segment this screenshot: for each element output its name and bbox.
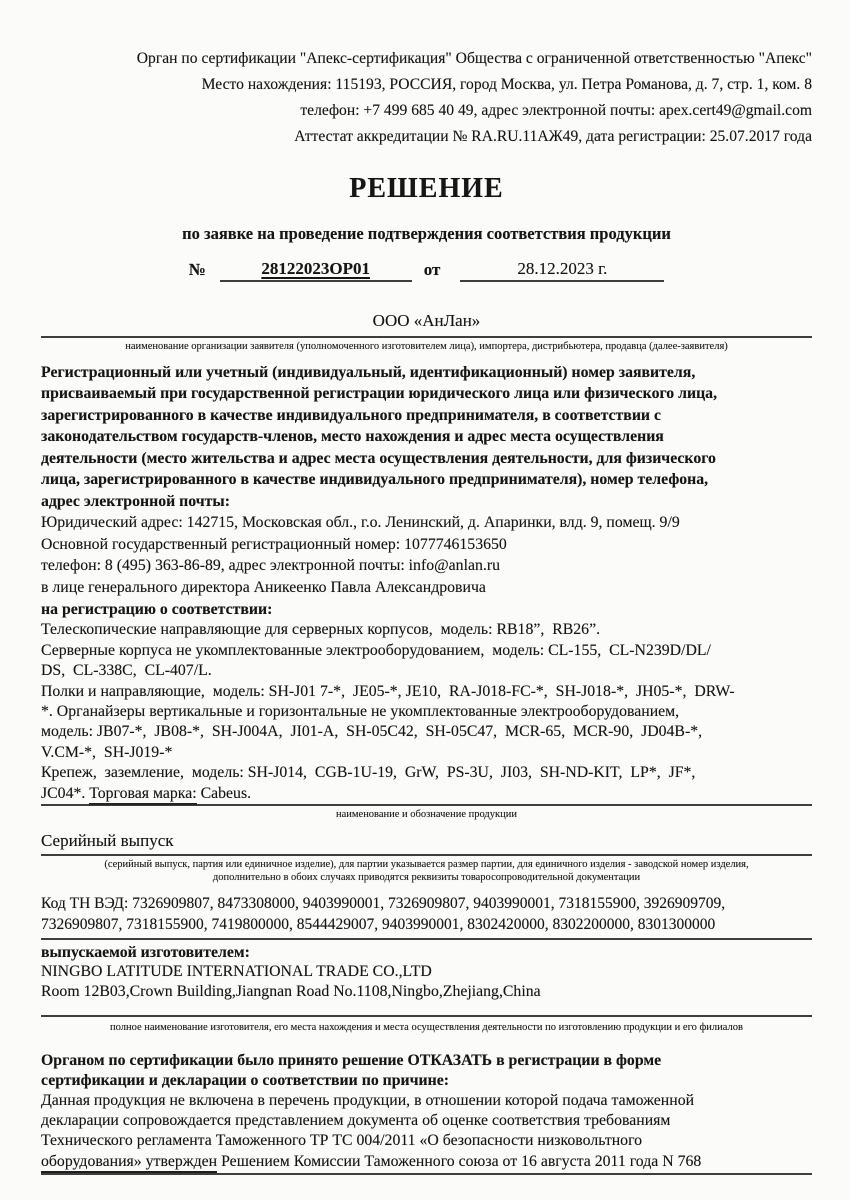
- text-line: декларации сопровождается представлением документа об оценке соответствия требованиям: [41, 1112, 671, 1130]
- text-line: Аттестат аккредитации № RA.RU.11АЖ49, дата регистрации: 25.07.2017 года: [294, 128, 812, 145]
- tnved-codes-section: [41, 893, 812, 940]
- text-line: NINGBO LATITUDE INTERNATIONAL TRADE CO.,LTD: [41, 963, 432, 981]
- product-caption: наименование и обозначение продукции: [335, 809, 517, 821]
- text-line: лица, зарегистрированного в качестве индивидуального предпринимателя), номер телефона,: [41, 471, 709, 488]
- manufacturer-caption-block: [41, 1015, 812, 1035]
- product-lines: [41, 620, 812, 783]
- text-line: дополнительно в обоих случаях приводятся реквизиты товаросопроводительной документации: [212, 872, 641, 884]
- product-last-prefix: JC04*.: [41, 784, 90, 802]
- text-line: Room 12B03,Crown Building,Jiangnan Road No.1108,Ningbo,Zhejiang,China: [41, 982, 541, 1000]
- text-line: Телескопические направляющие для серверных корпусов, модель: RB18”, RB26”.: [41, 621, 601, 639]
- text-line: сертификации и декларации о соответствии по причине:: [41, 1071, 450, 1089]
- text-line: модель: JB07-*, JB08-*, SH-J004A, JI01-A, SH-05C42, SH-05C47, MCR-65, MCR-90, JD04B-*,: [41, 723, 703, 741]
- number-label: №: [188, 260, 206, 279]
- serial-release-section: [41, 830, 812, 885]
- text-line: в лице генерального директора Аникеенко Павла Александровича: [41, 578, 486, 596]
- text-line: (серийный выпуск, партия или единичное изделие), для партии указывается размер партии, для единичного изделия - заводской номер изделия,: [104, 858, 749, 870]
- registration-detail-lines: [41, 512, 812, 598]
- decision-section: [41, 1051, 812, 1175]
- text-line: *. Органайзеры вертикальные и горизонтальные не укомплектованные электрооборудованием,: [41, 703, 680, 721]
- from-label: от: [423, 260, 441, 279]
- trademark-value: Cabeus.: [196, 784, 252, 802]
- text-line: V.CM-*, SH-J019-*: [41, 743, 173, 761]
- document-subtitle: по заявке на проведение подтверждения соответствия продукции: [182, 224, 671, 243]
- document-title: РЕШЕНИЕ: [349, 173, 504, 204]
- text-line: Органом по сертификации было принято решение ОТКАЗАТЬ в регистрации в форме: [41, 1051, 662, 1069]
- text-line: DS, CL-338C, CL-407/L.: [41, 662, 212, 680]
- text-line: Регистрационный или учетный (индивидуальный, идентификационный) номер заявителя,: [41, 363, 696, 381]
- decision-bold-paragraph: [41, 1051, 812, 1091]
- applicant-name: ООО «АнЛан»: [372, 311, 481, 330]
- document-number-blank: [220, 259, 412, 282]
- text-line: телефон: +7 499 685 40 49, адрес электронной почты: apex.cert49@gmail.com: [300, 102, 812, 119]
- registration-intro-paragraph: [41, 362, 812, 513]
- trademark-label: Торговая марка:: [89, 785, 196, 805]
- text-line: Основной государственный регистрационный номер: 1077746153650: [41, 535, 507, 553]
- text-line: Данная продукция не включена в перечень продукции, в отношении которой подача таможенной: [41, 1091, 695, 1109]
- text-line: Полки и направляющие, модель: SH-J01 7-*, JE05-*, JE10, RA-J018-FC-*, SH-J018-*, JH05-*, DRW-: [41, 682, 735, 700]
- text-line: Технического регламента Таможенного ТР ТС 004/2011 «О безопасности низковольтного: [41, 1132, 643, 1150]
- serial-release-label: Серийный выпуск: [41, 830, 174, 850]
- horizontal-rule: [41, 336, 812, 338]
- text-line: присваиваемый при государственной регистрации юридического лица или физического лица,: [41, 385, 718, 402]
- decision-last-line: [41, 1152, 812, 1175]
- text-line: адрес электронной почты:: [41, 492, 230, 510]
- applicant-section: [41, 310, 812, 354]
- product-section: [41, 600, 812, 822]
- text-line: Серверные корпуса не укомплектованные электрооборудованием, модель: CL-155, CL-N239D/DL/: [41, 641, 711, 659]
- manufacturer-heading: выпускаемой изготовителем:: [41, 943, 250, 961]
- applicant-caption: наименование организации заявителя (уполномоченного изготовителем лица), импортера, дистрибьютера, продавца (далее-заявителя): [125, 341, 728, 352]
- document-date: 28.12.2023 г.: [517, 259, 608, 278]
- decision-underlined-part: оборудования» утвержден: [41, 1153, 217, 1173]
- serial-rule-wrap: [41, 830, 812, 856]
- document-number: 28122023ОР01: [261, 259, 371, 278]
- serial-caption: [41, 858, 812, 885]
- text-line: зарегистрированного в качестве индивидуального предпринимателя, в соответствии с: [41, 406, 661, 424]
- decision-last-rest: Решением Комиссии Таможенного союза от 16 августа 2011 года N 768: [217, 1152, 702, 1170]
- document-date-blank: [460, 259, 664, 282]
- text-line: 7326909807, 7318155900, 7419800000, 8544429007, 9403990001, 8302420000, 8302200000, 8301300000: [41, 916, 716, 934]
- text-line: Код ТН ВЭД: 7326909807, 8473308000, 9403990001, 7326909807, 9403990001, 7318155900, 3926909709,: [41, 894, 726, 912]
- certification-body-header: [41, 0, 812, 150]
- text-line: Орган по сертификации "Апекс-сертификация" Общества с ограниченной ответственностью "Апекс": [136, 50, 812, 67]
- text-line: Юридический адрес: 142715, Московская обл., г.о. Ленинский, д. Апаринки, влд. 9, помещ. 9/9: [41, 514, 680, 531]
- text-line: Место нахождения: 115193, РОССИЯ, город Москва, ул. Петра Романова, д. 7, стр. 1, ком. 8: [201, 76, 812, 93]
- decision-body-paragraph: [41, 1091, 812, 1152]
- text-line: телефон: 8 (495) 363-86-89, адрес электронной почты: info@anlan.ru: [41, 557, 500, 574]
- text-line: деятельности (место жительства и адрес места осуществления деятельности, для физического: [41, 449, 716, 467]
- product-heading: на регистрацию о соответствии:: [41, 601, 273, 618]
- manufacturer-lines: [41, 962, 812, 1001]
- text-line: законодательством государств-членов, место нахождения и адрес места осуществления: [41, 428, 664, 445]
- manufacturer-section: [41, 943, 812, 1002]
- manufacturer-caption: полное наименование изготовителя, его места нахождения и места осуществления деятельности по изготовлению продукции и его филиалов: [110, 1022, 743, 1034]
- registration-details-section: [41, 362, 812, 599]
- product-last-line: [41, 784, 812, 806]
- text-line: Крепеж, заземление, модель: SH-J014, CGB-1U-19, GrW, PS-3U, JI03, SH-ND-KIT, LP*, JF*,: [41, 764, 696, 782]
- number-and-date-row: [41, 259, 812, 282]
